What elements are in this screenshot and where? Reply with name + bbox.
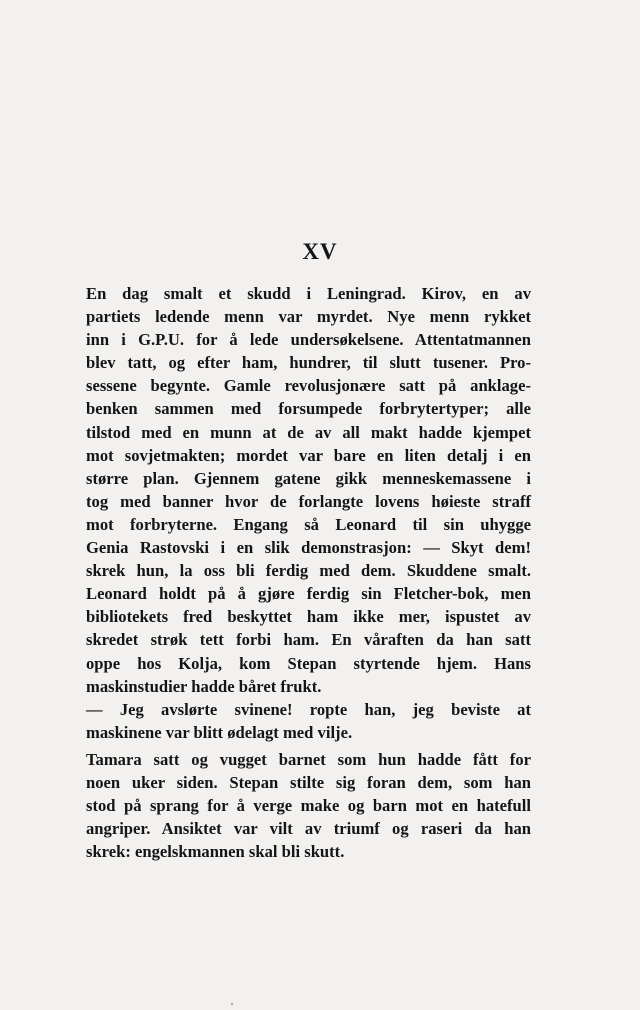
text-line: Genia Rastovski i en slik demonstrasjon: — Skyt dem!: [86, 538, 531, 558]
text-line: Tamara satt og vugget barnet som hun hadde fått for: [86, 749, 531, 769]
text-line: tilstod med en munn at de av all makt hadde kjempet: [86, 422, 531, 442]
text-line: En dag smalt et skudd i Leningrad. Kirov, en av: [86, 284, 531, 303]
paragraph: [86, 748, 531, 863]
text-line: mot forbryterne. Engang så Leonard til sin uhygge: [86, 514, 531, 534]
text-line: større plan. Gjennem gatene gikk menneskemassene i: [86, 468, 531, 488]
text-line: maskinstudier hadde båret frukt.: [86, 676, 322, 696]
paragraph: [86, 582, 531, 697]
text-line: Leonard holdt på å gjøre ferdig sin Fletcher-bok, men: [86, 584, 531, 604]
text-line: sessene begynte. Gamle revolusjonære satt på anklage-: [86, 376, 531, 396]
print-speck: [231, 1003, 233, 1005]
text-line: maskinene var blitt ødelagt med vilje.: [86, 722, 353, 742]
text-line: blev tatt, og efter ham, hundrer, til slutt tusener. Pro-: [86, 353, 531, 373]
text-line: oppe hos Kolja, kom Stepan styrtende hjem. Hans: [86, 653, 531, 673]
text-line: stod på sprang for å verge make og barn mot en hatefull: [86, 796, 531, 816]
text-line: skrek: engelskmannen skal bli skutt.: [86, 842, 345, 862]
text-line: benken sammen med forsumpede forbrytertyper; alle: [86, 399, 531, 419]
text-line: inn i G.P.U. for å lede undersøkelsene. Attentatmannen: [86, 330, 531, 350]
paragraph: [86, 698, 531, 744]
body-text: [86, 282, 531, 863]
text-line: — Jeg avslørte svinene! ropte han, jeg beviste at: [86, 699, 531, 719]
text-line: skrek hun, la oss bli ferdig med dem. Skuddene smalt.: [86, 561, 531, 581]
text-line: tog med banner hvor de forlangte lovens høieste straff: [86, 491, 531, 511]
text-line: mot sovjetmakten; mordet var bare en liten detalj i en: [86, 445, 531, 465]
text-line: skredet strøk tett forbi ham. En våraften da han satt: [86, 630, 531, 650]
text-line: angriper. Ansiktet var vilt av triumf og raseri da han: [86, 819, 531, 839]
text-line: partiets ledende menn var myrdet. Nye menn rykket: [86, 307, 531, 327]
text-line: noen uker siden. Stepan stilte sig foran dem, som han: [86, 772, 531, 792]
text-line: bibliotekets fred beskyttet ham ikke mer, ispustet av: [86, 607, 531, 627]
paragraph: [86, 282, 531, 582]
chapter-heading: XV: [302, 239, 338, 264]
